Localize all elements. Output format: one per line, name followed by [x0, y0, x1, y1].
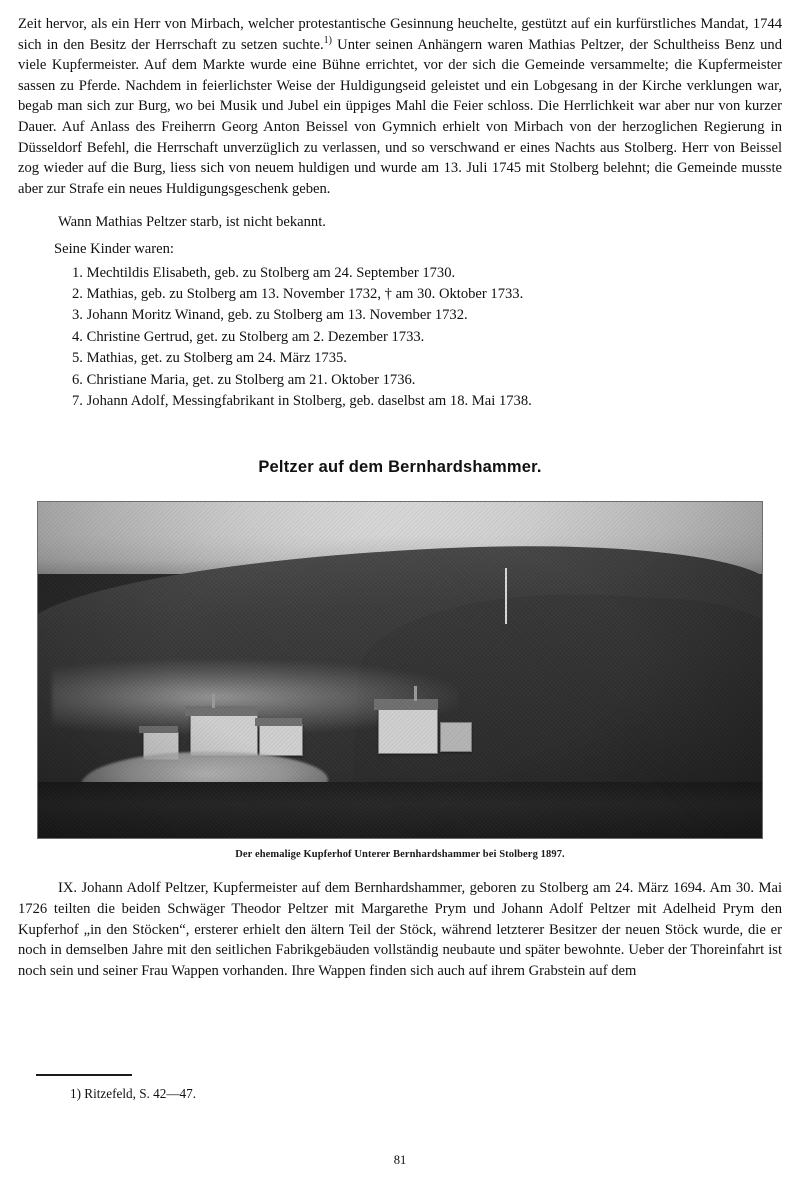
- footnote-text: 1) Ritzefeld, S. 42—47.: [70, 1086, 196, 1101]
- children-list: [18, 263, 782, 413]
- photo-chimney: [212, 694, 215, 708]
- photo-building: [190, 714, 258, 756]
- spacer: [18, 860, 782, 878]
- spacer: [18, 412, 782, 458]
- section-title: Peltzer auf dem Bernhardshammer.: [258, 458, 542, 477]
- figure-caption: Der ehemalige Kupferhof Unterer Bernhardshammer bei Stolberg 1897.: [235, 849, 565, 861]
- children-intro: Seine Kinder waren:: [54, 240, 174, 257]
- page-content: [18, 14, 782, 981]
- spacer: [18, 477, 782, 501]
- photo-roof: [185, 706, 257, 716]
- list-item: 3. Johann Moritz Winand, geb. zu Stolberg am 13. November 1732.: [72, 307, 468, 324]
- historic-photograph: [37, 501, 763, 839]
- list-item: 2. Mathias, geb. zu Stolberg am 13. November 1732, † am 30. Oktober 1733.: [72, 285, 524, 302]
- main-paragraph: [18, 14, 782, 199]
- footnote-marker: 1): [323, 34, 332, 46]
- photo-wrap: [37, 501, 763, 839]
- photo-building: [440, 722, 472, 752]
- spacer: [18, 199, 782, 212]
- footnote-divider: [36, 1074, 132, 1076]
- list-item: 1. Mechtildis Elisabeth, geb. zu Stolberg am 24. September 1730.: [72, 264, 456, 281]
- photo-roof: [139, 726, 178, 733]
- death-paragraph: Wann Mathias Peltzer starb, ist nicht bekannt.: [58, 214, 326, 231]
- list-item: 7. Johann Adolf, Messingfabrikant in Stolberg, geb. daselbst am 18. Mai 1738.: [72, 392, 532, 409]
- photo-foreground: [38, 782, 762, 838]
- photo-building: [378, 708, 438, 754]
- photo-chimney: [414, 686, 417, 701]
- main-paragraph-text: Zeit hervor, als ein Herr von Mirbach, welcher protestantische Gesinnung heuchelte, gestützt auf ein kurfürstliches Mandat, 1744 sich in den Besitz der Herrschaft zu setzen suchte.$^{1)}$ Unter seinen Anhängern waren Mathias Peltzer, der Schultheiss Benz und viele Kupfermeister. Auf dem Markte wurde eine Bühne errichtet, vor der sich die Gemeinde versammelte; die Kupfermeister sassen zu Pferde. Nachdem in feierlichster Weise der Huldigungseid geleistet und ein Lobgesang in der Kirche verklungen war, begab man sich zur Burg, wo bei Musik und Jubel ein üppiges Mahl die Feier schloss. Die Herrlichkeit war aber nur von kurzer Dauer. Auf Anlass des Freiherrn Georg Anton Beissel von Gymnich erhielt von Mirbach von der herzoglichen Regierung in Düsseldorf Befehl, die Herrschaft unverzüglich zu verlassen, und so verschwand er eines Nachts aus Stolberg. Herr von Beissel zog wieder auf die Burg, liess sich von neuem huldigen und wurde am 13. Juli 1745 mit Stolberg belehnt; die Gemeinde musste aber zur Strafe ein neues Huldigungsgeschenk geben.: [18, 16, 782, 197]
- photo-roof: [255, 718, 302, 726]
- page-number: 81: [393, 1153, 407, 1167]
- list-item: 4. Christine Gertrud, get. zu Stolberg am 2. Dezember 1733.: [72, 328, 425, 345]
- list-item: 5. Mathias, get. zu Stolberg am 24. März 1735.: [72, 350, 347, 367]
- photo-roof: [374, 699, 438, 710]
- photo-building: [259, 724, 303, 756]
- closing-paragraph: IX. Johann Adolf Peltzer, Kupfermeister auf dem Bernhardshammer, geboren zu Stolberg am 24. März 1694. Am 30. Mai 1726 teilten die beiden Schwäger Theodor Peltzer mit Margarethe Prym und Johann Adolf Peltzer mit Adelheid Prym den Kupferhof „in den Stöcken“, ersterer erhielt den ältern Teil der Stöck, während letzterer Besitzer der neuen Stöck wurde, die er noch in demselben Jahre mit den seitlichen Fabrikgebäuden vollständig neubaute und später bewohnte. Ueber der Thoreinfahrt ist noch sein und seiner Frau Wappen vorhanden. Ihre Wappen finden sich auch auf ihrem Grabstein auf dem: [18, 880, 782, 979]
- footnote-block: [18, 1074, 782, 1103]
- list-item: 6. Christiane Maria, get. zu Stolberg am 21. Oktober 1736.: [72, 371, 416, 388]
- photo-mast: [505, 568, 507, 624]
- figure-bernhardshammer: [18, 501, 782, 860]
